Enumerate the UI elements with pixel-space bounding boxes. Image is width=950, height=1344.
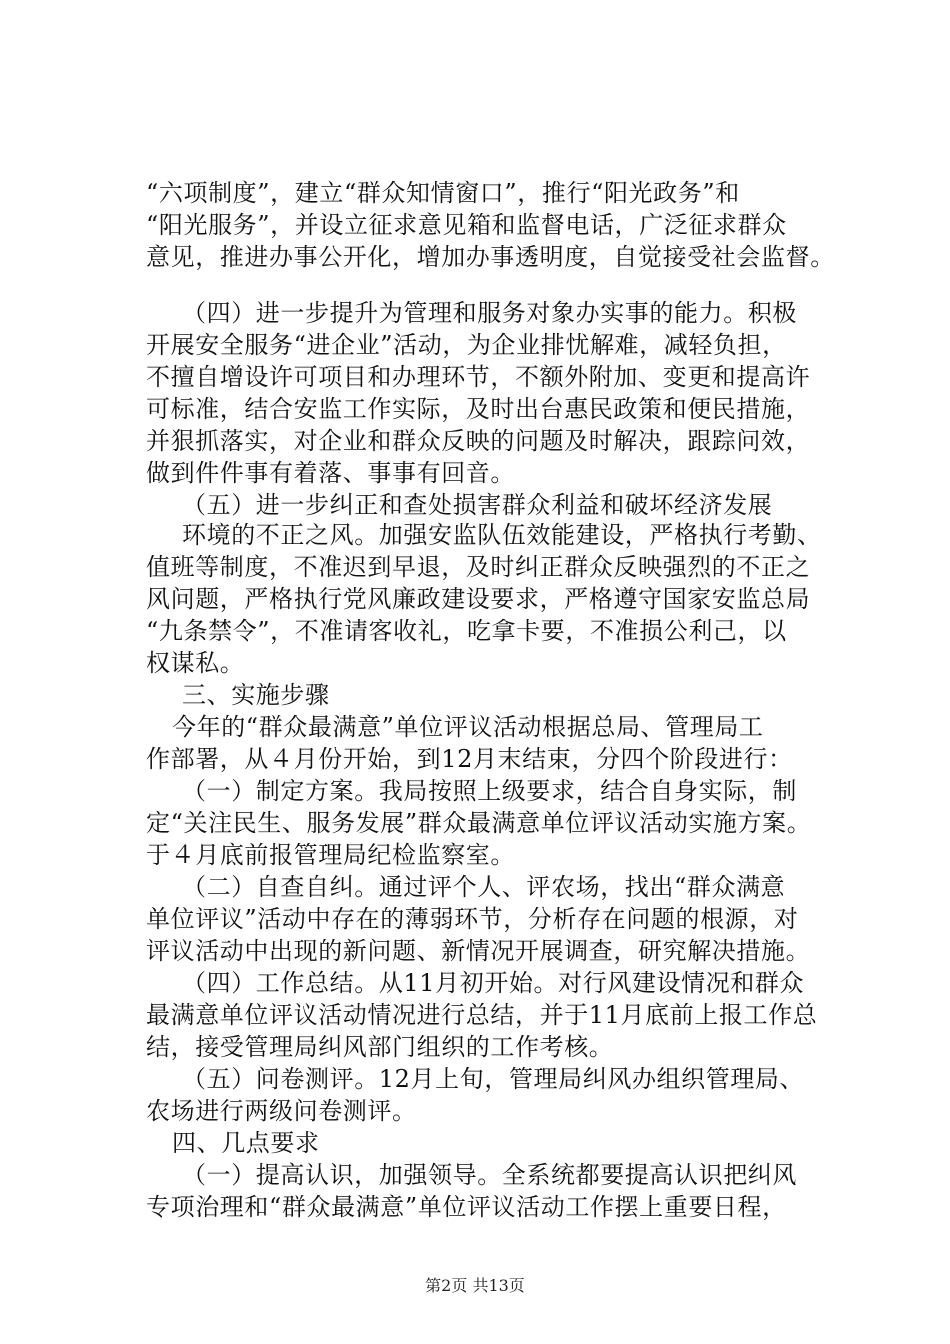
text-line: 并狠抓落实，对企业和群众反映的问题及时解决，跟踪问效， [146, 427, 811, 455]
text-line: （四）工作总结。从11月初开始。对行风建设情况和群众 [182, 969, 805, 997]
text-line: （五）进一步纠正和查处损害群众利益和破坏经济发展 [182, 491, 773, 519]
text-line: （一）提高认识，加强领导。全系统都要提高认识把纠风 [182, 1161, 797, 1189]
section-heading: 四、几点要求 [172, 1129, 320, 1157]
text-line: “阳光服务”，并设立征求意见箱和监督电话，广泛征求群众 [146, 211, 787, 239]
text-line: 开展安全服务“进企业”活动，为企业排忧解难，减轻负担， [146, 331, 787, 359]
section-heading: 三、实施步骤 [182, 681, 330, 709]
text-line: 意见，推进办事公开化，增加办事透明度，自觉接受社会监督。 [146, 243, 835, 271]
text-line: 环境的不正之风。加强安监队伍效能建设，严格执行考勤、 [182, 521, 822, 549]
text-line: 单位评议”活动中存在的薄弱环节，分析存在问题的根源，对 [146, 905, 799, 933]
text-line: 作部署，从４月份开始，到12月末结束，分四个阶段进行： [146, 745, 793, 773]
text-line: 最满意单位评议活动情况进行总结，并于11月底前上报工作总 [146, 1001, 818, 1029]
text-line: 不擅自增设许可项目和办理环节，不额外附加、变更和提高许 [146, 363, 811, 391]
text-line: （一）制定方案。我局按照上级要求，结合自身实际，制 [182, 777, 797, 805]
text-line: 可标准，结合安监工作实际，及时出台惠民政策和便民措施， [146, 395, 811, 423]
text-line: 评议活动中出现的新问题、新情况开展调查，研究解决措施。 [146, 937, 811, 965]
text-line: （二）自查自纠。通过评个人、评农场，找出“群众满意 [182, 873, 786, 901]
text-line: 今年的“群众最满意”单位评议活动根据总局、管理局工 [172, 713, 764, 741]
text-line: 值班等制度，不准迟到早退，及时纠正群众反映强烈的不正之 [146, 553, 811, 581]
text-line: 结，接受管理局纠风部门组织的工作考核。 [146, 1033, 614, 1061]
text-line: （四）进一步提升为管理和服务对象办实事的能力。积极 [182, 299, 797, 327]
page-number-footer: 第2页 共13页 [425, 1276, 525, 1295]
text-line: “九条禁令”，不准请客收礼，吃拿卡要，不准损公利己，以 [146, 617, 787, 645]
text-line: （五）问卷测评。12月上旬，管理局纠风办组织管理局、 [182, 1065, 805, 1093]
text-line: 专项治理和“群众最满意”单位评议活动工作摆上重要日程， [146, 1193, 787, 1221]
text-line: 权谋私。 [146, 649, 245, 677]
text-line: “六项制度”，建立“群众知情窗口”，推行“阳光政务”和 [146, 179, 740, 207]
text-line: 做到件件事有着落、事事有回音。 [146, 459, 515, 487]
text-line: 于４月底前报管理局纪检监察室。 [146, 841, 515, 869]
text-line: 定“关注民生、服务发展”群众最满意单位评议活动实施方案。 [146, 809, 812, 837]
text-line: 风问题，严格执行党风廉政建设要求，严格遵守国家安监总局 [146, 585, 811, 613]
text-line: 农场进行两级问卷测评。 [146, 1097, 417, 1125]
